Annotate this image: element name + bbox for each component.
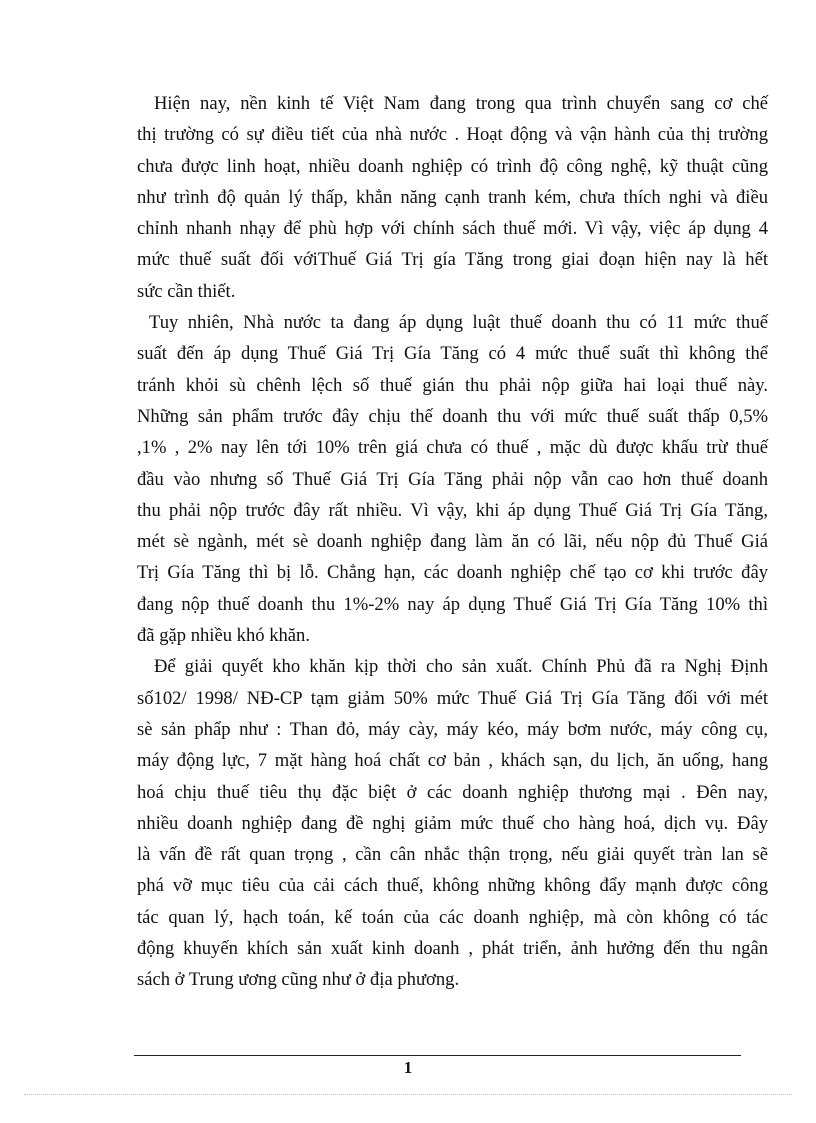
body-text: [137, 88, 768, 996]
text-line: tác quan lý, hạch toán, kế toán của các doanh nghiệp, mà còn không có tác: [137, 906, 768, 928]
text-line: ,1% , 2% nay lên tới 10% trên giá chưa có thuế , mặc dù được khấu trừ thuế: [137, 437, 768, 459]
text-line: chỉnh nhanh nhạy để phù hợp với chính sách thuế mới. Vì vậy, việc áp dụng 4: [137, 218, 768, 240]
text-line: Những sản phẩm trước đây chịu thế doanh thu với mức thuế suất thấp 0,5%: [137, 405, 768, 427]
text-line: máy động lực, 7 mặt hàng hoá chất cơ bản , khách sạn, du lịch, ăn uống, hang: [137, 750, 768, 772]
text-line: suất đến áp dụng Thuế Giá Trị Gía Tăng có 4 mức thuế suất thì không thể: [137, 343, 768, 365]
page-number: 1: [403, 1058, 413, 1077]
text-line: mức thuế suất đối vớiThuế Giá Trị gía Tăng trong giai đoạn hiện nay là hết: [137, 249, 768, 271]
text-line: Trị Gía Tăng thì bị lỗ. Chẳng hạn, các doanh nghiệp chế tạo cơ khi trước đây: [137, 562, 768, 584]
text-line: đang nộp thuế doanh thu 1%-2% nay áp dụng Thuế Giá Trị Gía Tăng 10% thì: [137, 593, 768, 615]
text-line: đầu vào nhưng số Thuế Giá Trị Gía Tăng phải nộp vẫn cao hơn thuế doanh: [137, 468, 768, 490]
text-line: sức cần thiết.: [137, 280, 236, 302]
text-line: thu phải nộp trước đây rất nhiều. Vì vậy, khi áp dụng Thuế Giá Trị Gía Tăng,: [137, 499, 768, 521]
text-line: phá vỡ mục tiêu của cải cách thuế, không những không đẩy mạnh được công: [137, 875, 768, 897]
footer-divider: [134, 1055, 741, 1056]
text-line: sách ở Trung ương cũng như ở địa phương.: [137, 969, 460, 991]
page-bottom-border: [24, 1094, 792, 1095]
text-line: số102/ 1998/ NĐ-CP tạm giảm 50% mức Thuế Giá Trị Gía Tăng đối với mét: [137, 687, 768, 709]
paragraph-2: [137, 307, 768, 651]
paragraph-1: [137, 88, 768, 307]
text-line: như trình độ quản lý thấp, khẳn năng cạnh tranh kém, chưa thích nghi và điều: [137, 186, 768, 208]
text-line: đã gặp nhiều khó khăn.: [137, 625, 310, 647]
text-line: Tuy nhiên, Nhà nước ta đang áp dụng luật thuế doanh thu có 11 mức thuế: [149, 312, 768, 334]
text-line: chưa được linh hoạt, nhiều doanh nghiệp có trình độ công nghệ, kỹ thuật cũng: [137, 155, 768, 177]
text-line: động khuyến khích sản xuất kinh doanh , phát triển, ảnh hưởng đến thu ngân: [137, 938, 768, 960]
text-line: sè sản phẩp như : Than đỏ, máy cày, máy kéo, máy bơm nước, máy công cụ,: [137, 718, 768, 740]
text-line: hoá chịu thuế tiêu thụ đặc biệt ở các doanh nghiệp thương mại . Đên nay,: [137, 781, 768, 803]
paragraph-3: [137, 651, 768, 995]
text-line: mét sè ngành, mét sè doanh nghiệp đang làm ăn có lãi, nếu nộp đủ Thuế Giá: [137, 531, 768, 553]
text-line: thị trường có sự điều tiết của nhà nước . Hoạt động và vận hành của thị trường: [137, 124, 768, 146]
text-line: Để giải quyết kho khăn kịp thời cho sản xuất. Chính Phủ đã ra Nghị Định: [154, 656, 768, 678]
text-line: tránh khỏi sù chênh lệch số thuế gián thu phải nộp giữa hai loại thuế này.: [137, 374, 768, 396]
text-line: Hiện nay, nền kinh tế Việt Nam đang trong qua trình chuyển sang cơ chế: [154, 93, 768, 114]
text-line: là vấn đề rất quan trọng , cần cân nhắc thận trọng, nếu giải quyết tràn lan sẽ: [137, 844, 768, 866]
text-line: nhiều doanh nghiệp đang đề nghị giảm mức thuế cho hàng hoá, dịch vụ. Đây: [137, 812, 768, 834]
